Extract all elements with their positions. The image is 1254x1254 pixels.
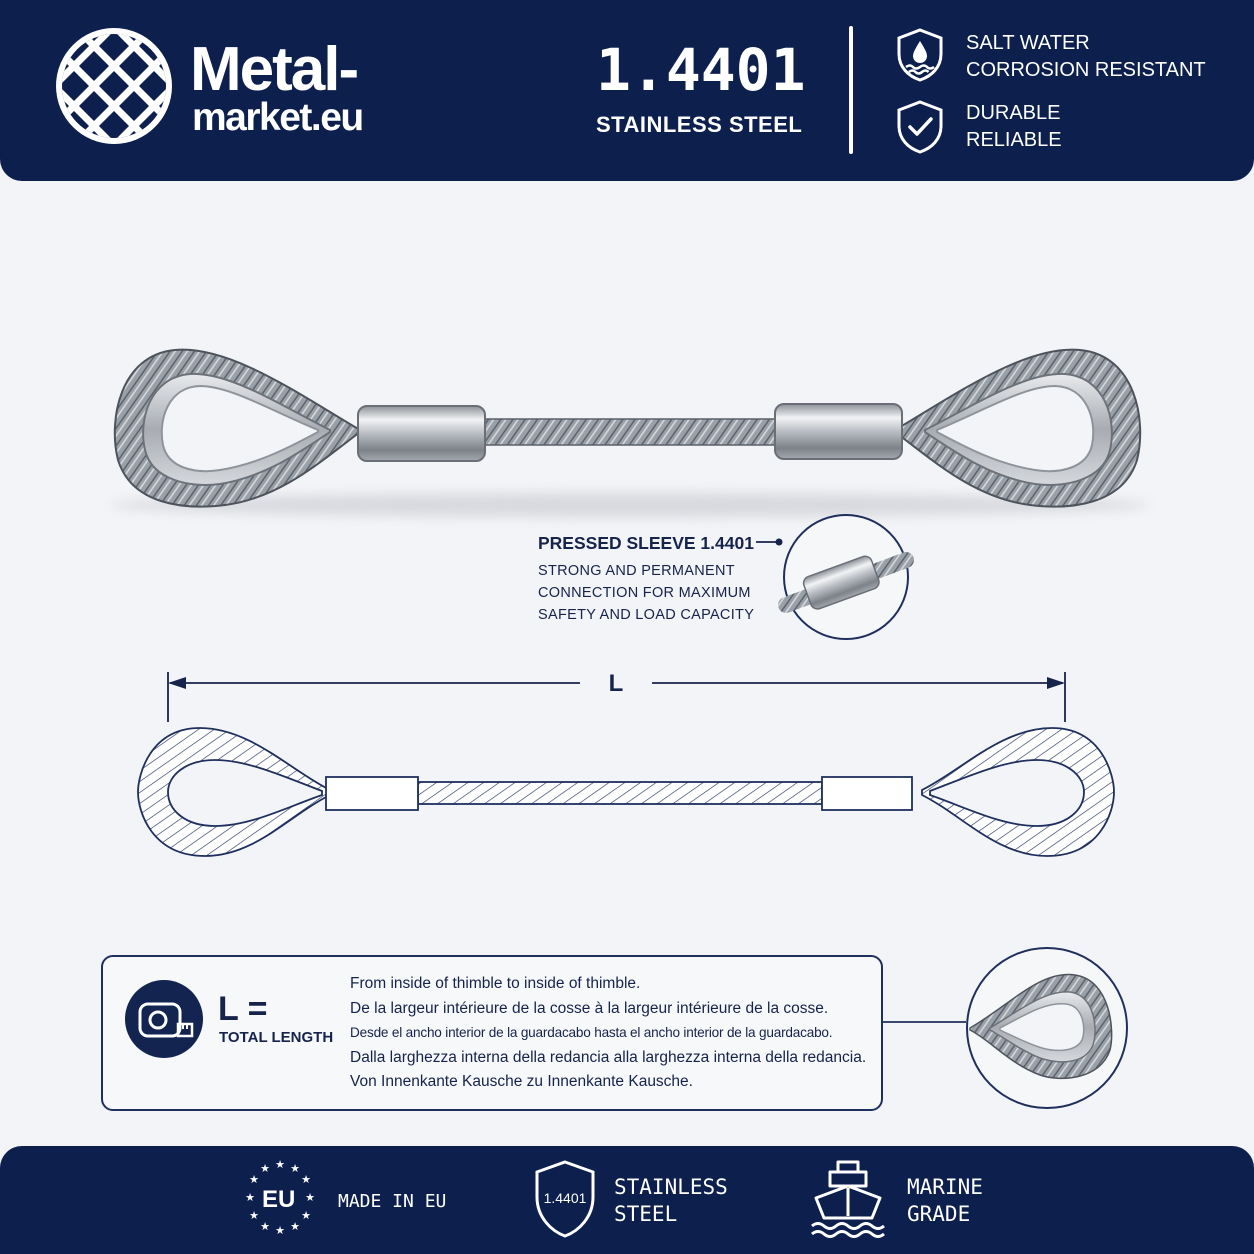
- made-in-eu-label: MADE IN EU: [338, 1191, 447, 1212]
- svg-text:★: ★: [301, 1173, 311, 1186]
- grade-subtitle: STAINLESS STEEL: [596, 112, 803, 137]
- eu-badge: EU: [262, 1186, 296, 1213]
- thimble-closeup-photo: [880, 948, 1127, 1108]
- feature-salt-water: SALT WATER CORROSION RESISTANT: [966, 32, 1206, 81]
- stainless-steel-label: STAINLESS STEEL: [614, 1175, 728, 1226]
- brand-name: Metal-: [190, 35, 358, 104]
- svg-text:★: ★: [305, 1191, 315, 1204]
- svg-text:★: ★: [245, 1191, 255, 1204]
- sleeve-closeup-photo: [784, 515, 908, 639]
- wire-rope-photo: [480, 419, 780, 445]
- feature-durable: DURABLE RELIABLE: [966, 102, 1062, 151]
- header-divider: [849, 26, 853, 154]
- svg-text:★: ★: [275, 1158, 285, 1171]
- right-eye-photo: [895, 350, 1140, 507]
- check-shield-icon: [894, 99, 946, 155]
- svg-text:★: ★: [275, 1224, 285, 1237]
- svg-text:★: ★: [301, 1209, 311, 1222]
- left-eye-photo: [115, 350, 360, 507]
- left-sleeve-photo: [358, 406, 485, 461]
- metal-market-logo-icon: [50, 22, 178, 150]
- water-drop-shield-icon: [894, 27, 946, 83]
- right-sleeve-photo: [775, 404, 902, 459]
- dimension-label: L: [608, 670, 624, 697]
- technical-drawing: [138, 728, 1114, 856]
- total-length-label: TOTAL LENGTH: [219, 1029, 334, 1046]
- svg-text:★: ★: [249, 1173, 259, 1186]
- tape-measure-badge: [125, 980, 203, 1058]
- svg-text:★: ★: [290, 1220, 300, 1233]
- l-equals: L =: [218, 990, 268, 1028]
- brand-domain: market.eu: [192, 96, 363, 139]
- marine-grade-label: MARINE GRADE: [907, 1175, 983, 1226]
- tape-measure-icon: [125, 980, 203, 1058]
- callout-title: PRESSED SLEEVE 1.4401: [538, 533, 754, 553]
- callout-body: STRONG AND PERMANENT CONNECTION FOR MAXIMUM SAFETY AND LOAD CAPACITY: [538, 563, 755, 623]
- length-definition-text: From inside of thimble to inside of thimble. De la largeur intérieure de la cosse à la largeur intérieure de la cosse. Desde el ancho interior de la guardacabo hasta el ancho interior de la guardacabo. Dalla larghezza interna della redancia alla larghezza interna della redancia. Von Innenkante Kausche zu Innenkante Kausche.: [350, 975, 867, 1090]
- svg-text:★: ★: [260, 1162, 270, 1175]
- shield-badge-grade: 1.4401: [543, 1190, 587, 1206]
- ship-icon: [808, 1158, 888, 1238]
- svg-text:★: ★: [260, 1220, 270, 1233]
- grade-number: 1.4401: [596, 36, 806, 104]
- svg-text:★: ★: [290, 1162, 300, 1175]
- svg-text:★: ★: [249, 1209, 259, 1222]
